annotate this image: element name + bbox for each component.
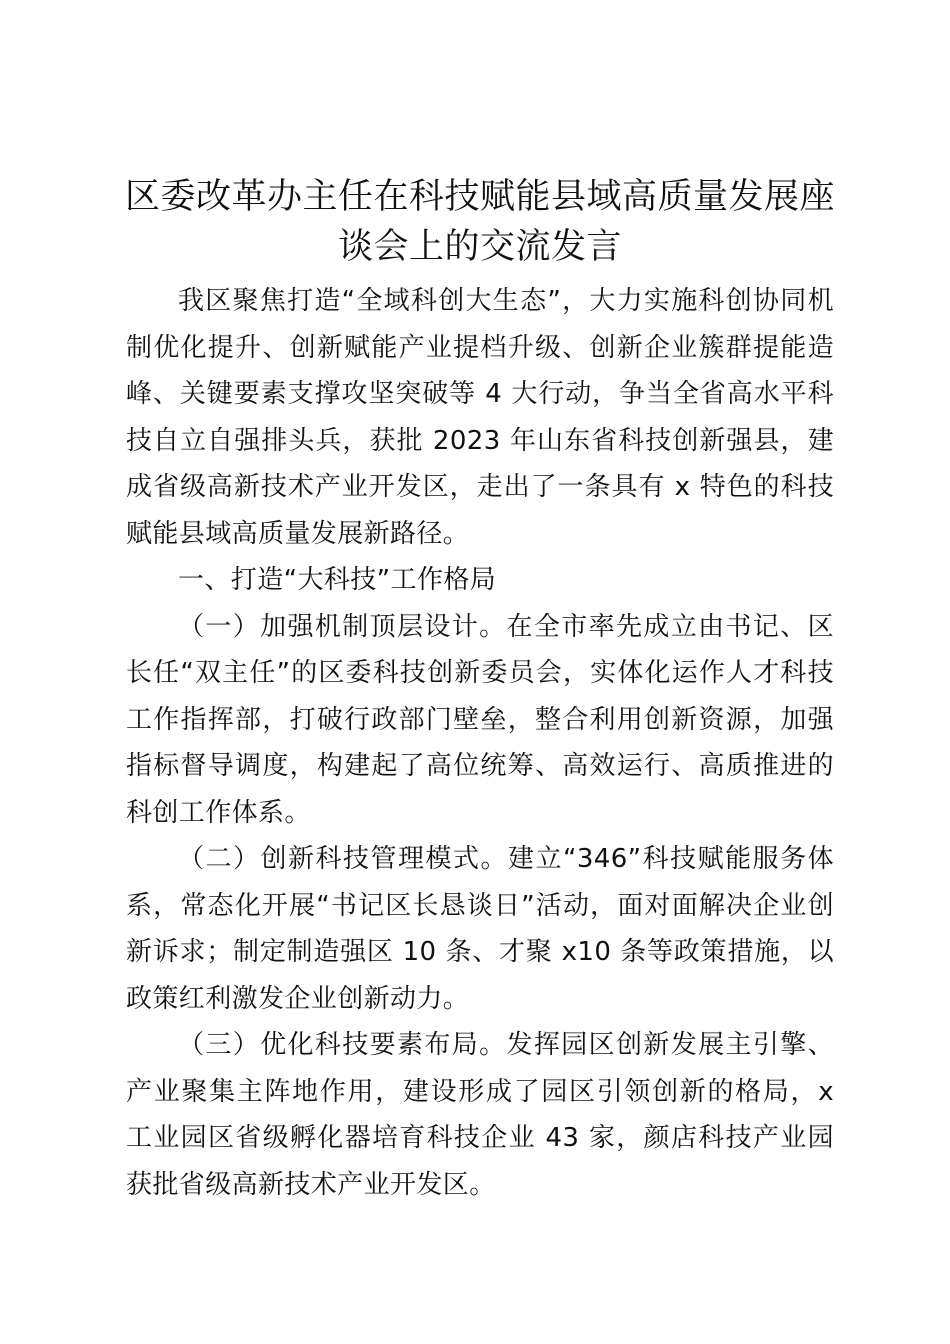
intro-paragraph: 我区聚焦打造“全域科创大生态”，大力实施科创协同机制优化提升、创新赋能产业提档升级、创新企业簇群提能造峰、关键要素支撑攻坚突破等 4 大行动，争当全省高水平科技自立自强排头兵，获批 2023 年山东省科技创新强县，建成省级高新技术产业开发区，走出了一条具有 x 特色的科技赋能县域高质量发展新路径。 bbox=[126, 286, 834, 549]
document-body bbox=[126, 278, 834, 1208]
section-heading-1: 一、打造“大科技”工作格局 bbox=[178, 565, 497, 595]
subsection-paragraph-3: （三）优化科技要素布局。发挥园区创新发展主引擎、产业聚集主阵地作用，建设形成了园区引领创新的格局，x 工业园区省级孵化器培育科技企业 43 家，颜店科技产业园获批省级高新技术产业开发区。 bbox=[126, 1030, 834, 1200]
subsection-paragraph-1: （一）加强机制顶层设计。在全市率先成立由书记、区长任“双主任”的区委科技创新委员会，实体化运作人才科技工作指挥部，打破行政部门壁垒，整合利用创新资源，加强指标督导调度，构建起了高位统筹、高效运行、高质推进的科创工作体系。 bbox=[126, 611, 834, 828]
subsection-paragraph-2: （二）创新科技管理模式。建立“346”科技赋能服务体系，常态化开展“书记区长恳谈日”活动，面对面解决企业创新诉求；制定制造强区 10 条、才聚 x10 条等政策措施，以政策红利激发企业创新动力。 bbox=[126, 844, 834, 1014]
document-title: 区委改革办主任在科技赋能县域高质量发展座谈会上的交流发言 bbox=[124, 177, 835, 267]
